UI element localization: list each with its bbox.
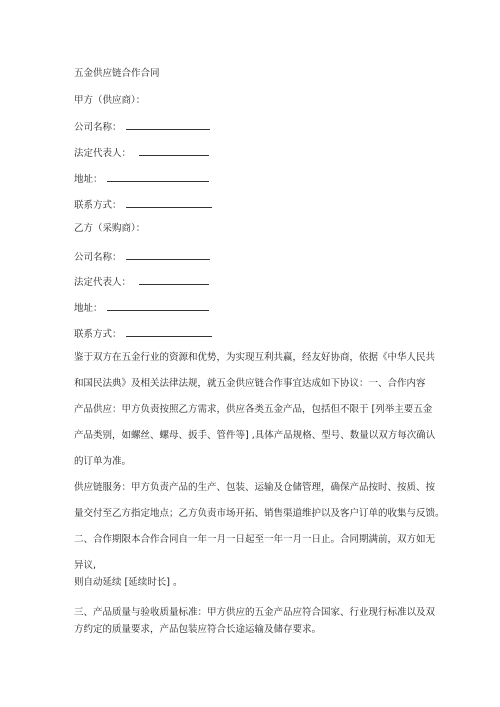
party-a-representative-row [74, 145, 209, 160]
paragraph-line: 异议, [74, 560, 97, 571]
party-a-contact-label: 联系方式： [74, 200, 122, 211]
party-b-contact-blank [126, 326, 212, 337]
party-b-contact-label: 联系方式： [74, 329, 122, 340]
party-a-representative-label: 法定代表人： [74, 148, 132, 159]
doc-title: 五金供应链合作合同 [74, 68, 160, 79]
party-b-company-row [74, 249, 210, 264]
party-b-address-blank [107, 300, 209, 311]
party-a-contact-blank [126, 197, 212, 208]
party-b-representative-row [74, 274, 209, 289]
party-a-address-label: 地址： [74, 174, 103, 185]
paragraph-line: 产品供应：甲方负责按照乙方需求，供应各类五金产品，包括但不限于 [列举主要五金 [74, 404, 433, 415]
paragraph-line: 三、产品质量与验收质量标准：甲方供应的五金产品应符合国家、行业现行标准以及双 [74, 607, 436, 618]
paragraph-line: 产品类别，如螺丝、螺母、扳手、管件等] ,具体产品规格、型号、数量以双方每次确认 [74, 430, 436, 441]
party-b-address-label: 地址： [74, 303, 103, 314]
paragraph-line: 供应链服务：甲方负责产品的生产、包装、运输及仓储管理，确保产品按时、按质、按 [74, 482, 436, 493]
paragraph-line: 的订单为准。 [74, 456, 132, 467]
party-b-representative-blank [139, 274, 209, 285]
party-a-heading: 甲方（供应商）： [74, 95, 146, 106]
party-b-address-row [74, 300, 209, 315]
party-a-company-label: 公司名称： [74, 122, 122, 133]
party-a-representative-blank [139, 145, 209, 156]
paragraph-line: 量交付至乙方指定地点；乙方负责市场开拓、销售渠道维护以及客户订单的收集与反馈。 [74, 508, 445, 519]
party-b-heading: 乙方（采购商）： [74, 223, 146, 234]
paragraph-line: 鉴于双方在五金行业的资源和优势，为实现互利共赢，经友好协商，依据《中华人民共 [74, 352, 436, 363]
party-a-address-blank [107, 171, 209, 182]
party-a-company-row [74, 119, 210, 134]
paragraph-line: 方约定的质量要求，产品包装应符合长途运输及储存要求。 [74, 624, 322, 635]
party-b-company-blank [126, 249, 210, 260]
party-a-company-blank [126, 119, 210, 130]
paragraph-line: 二、合作期限本合作合同自一年一月一日起至一年一月一日止。合同期满前，双方如无 [74, 534, 436, 545]
paragraph-line: 和国民法典》及相关法律法规，就五金供应链合作事宜达成如下协议：一、合作内容 [74, 378, 426, 389]
party-b-contact-row [74, 326, 212, 341]
party-b-representative-label: 法定代表人： [74, 277, 132, 288]
party-a-contact-row [74, 197, 212, 212]
party-b-company-label: 公司名称： [74, 252, 122, 263]
paragraph-line: 则自动延续 [延续时长] 。 [74, 577, 183, 588]
party-a-address-row [74, 171, 209, 186]
